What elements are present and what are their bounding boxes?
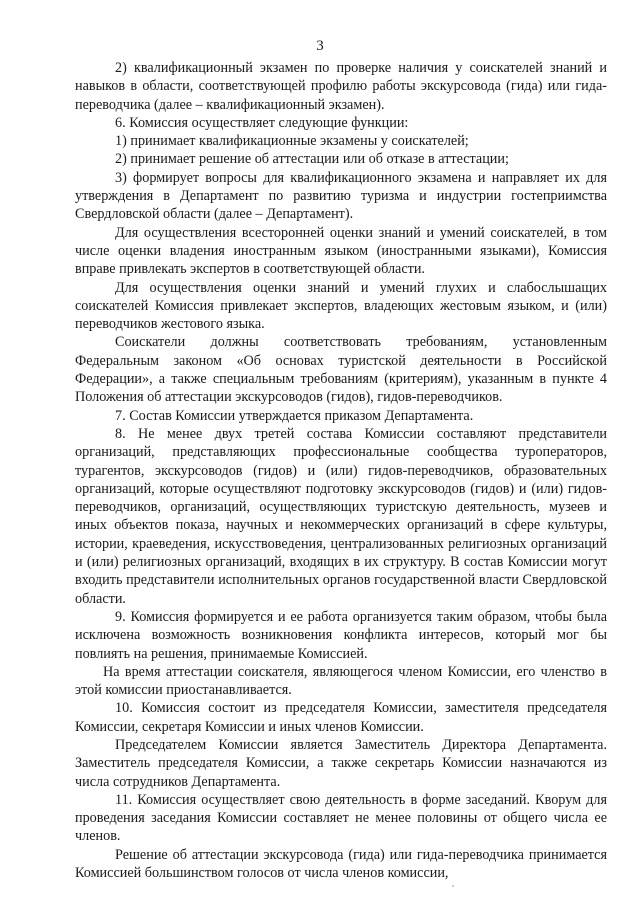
paragraph: Для осуществления оценки знаний и умений глухих и слабослышащих соискателей Комиссия привлекает экспертов, владеющих жестовым языком, и (или) переводчиков жестового языка. bbox=[75, 279, 607, 333]
document-body bbox=[75, 59, 607, 882]
paragraph: Решение об аттестации экскурсовода (гида) или гида-переводчика принимается Комиссией большинством голосов от числа членов комиссии, bbox=[75, 846, 607, 882]
paragraph: 9. Комиссия формируется и ее работа организуется таким образом, чтобы была исключена возможность возникновения конфликта интересов, который мог бы повлиять на решения, принимаемые Комиссией. bbox=[75, 608, 607, 662]
paragraph: 2) принимает решение об аттестации или об отказе в аттестации; bbox=[115, 151, 509, 168]
paragraph: 1) принимает квалификационные экзамены у соискателей; bbox=[115, 133, 469, 150]
scan-speck bbox=[452, 885, 454, 887]
paragraph: 2) квалификационный экзамен по проверке наличия у соискателей знаний и навыков в области, соответствующей профилю работы экскурсовода (гида) или гида-переводчика (далее – квалификационный экзамен). bbox=[75, 60, 607, 113]
paragraph: Председателем Комиссии является Заместитель Директора Департамента. Заместитель председателя Комиссии, а также секретарь Комиссии назначаются из числа сотрудников Департамента. bbox=[75, 736, 607, 790]
paragraph: 10. Комиссия состоит из председателя Комиссии, заместителя председателя Комиссии, секретаря Комиссии и иных членов Комиссии. bbox=[75, 700, 607, 735]
paragraph: 3) формирует вопросы для квалификационного экзамена и направляет их для утверждения в Департамент по развитию туризма и индустрии гостеприимства Свердловской области (далее – Департамент). bbox=[75, 169, 607, 223]
paragraph: Соискатели должны соответствовать требованиям, установленным Федеральным законом «Об основах туристской деятельности в Российской Федерации», а также специальным требованиям (критериям), указанным в пункте 4 Положения об аттестации экскурсоводов (гидов), гидов-переводчиков. bbox=[75, 334, 607, 406]
paragraph: 11. Комиссия осуществляет свою деятельность в форме заседаний. Кворум для проведения заседания Комиссии составляет не менее половины от общего числа ее членов. bbox=[75, 791, 607, 845]
page-number: 3 bbox=[316, 38, 324, 54]
paragraph: На время аттестации соискателя, являющегося членом Комиссии, его членство в этой комиссии приостанавливается. bbox=[75, 663, 607, 699]
paragraph: 8. Не менее двух третей состава Комиссии составляют представители организаций, представляющих профессиональные сообщества туроператоров, турагентов, экскурсоводов (гидов) и (или) гидов-переводчиков, образовательных организаций, которые осуществляют подготовку экскурсоводов (гидов) и (или) гидов-переводчиков, организаций, осуществляющих туристскую деятельность, музеев и иных объектов показа, научных и некоммерческих организаций в сфере культуры, истории, краеведения, искусствоведения, централизованных религиозных организаций и (или) религиозных организаций, входящих в их структуру. В состав Комиссии могут входить представители исполнительных органов государственной власти Свердловской области. bbox=[75, 425, 607, 607]
paragraph: 6. Комиссия осуществляет следующие функции: bbox=[115, 114, 409, 131]
paragraph: Для осуществления всесторонней оценки знаний и умений соискателей, в том числе оценки владения иностранным языком (иностранными языками), Комиссия вправе привлекать экспертов в соответствующей области. bbox=[75, 224, 607, 278]
paragraph: 7. Состав Комиссии утверждается приказом Департамента. bbox=[115, 407, 474, 424]
